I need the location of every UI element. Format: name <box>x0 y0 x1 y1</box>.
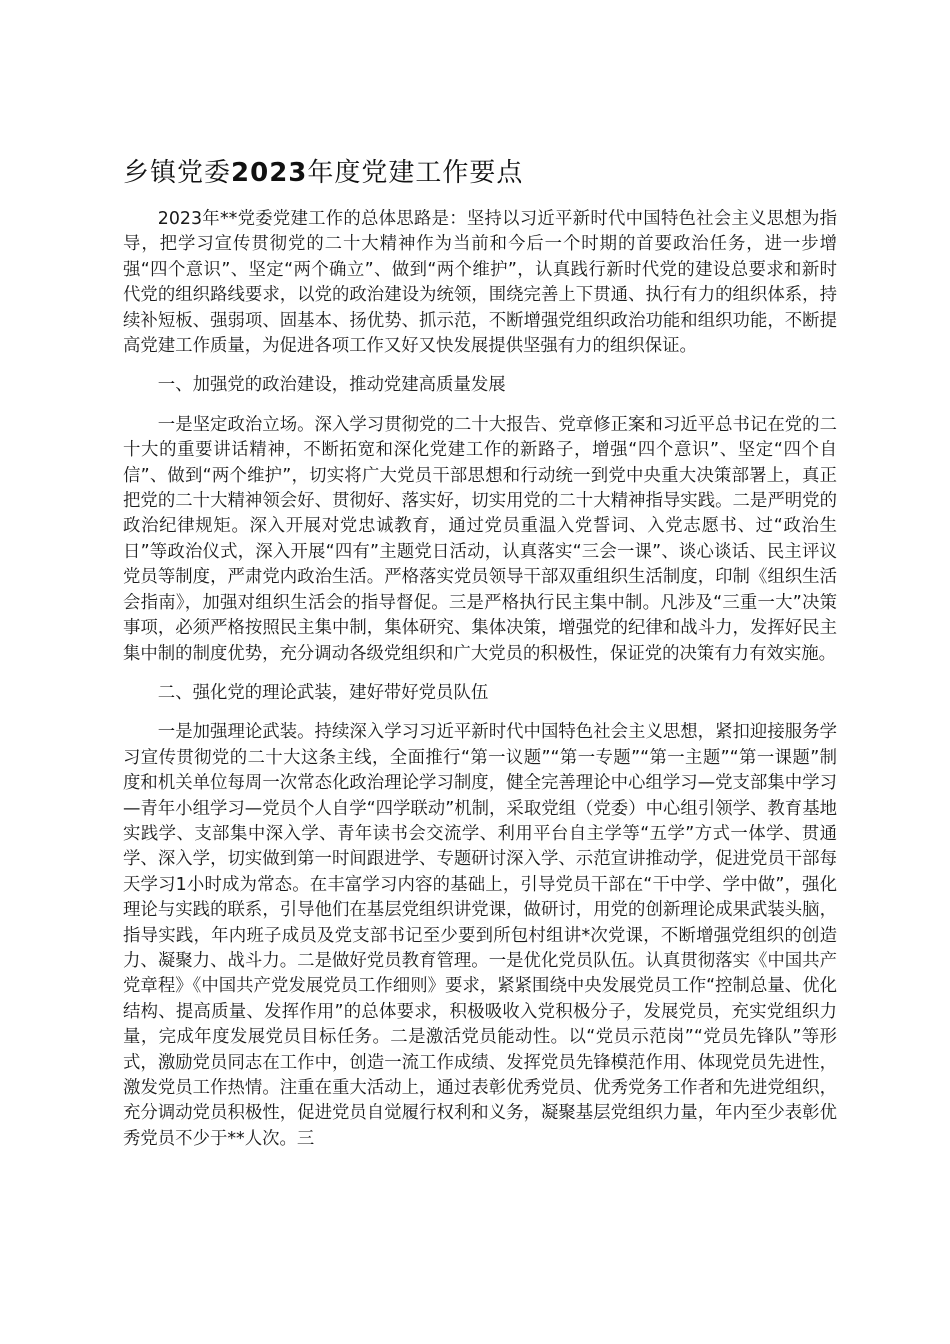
section-body-2: 一是加强理论武装。持续深入学习习近平新时代中国特色社会主义思想，紧扣迎接服务学习宣传贯彻党的二十大这条主线，全面推行“第一议题”“第一专题”“第一主题”“第一课题”制度和机关单位每周一次常态化政治理论学习制度，健全完善理论中心组学习—党支部集中学习—青年小组学习—党员个人自学“四学联动”机制，采取党组（党委）中心组引领学、教育基地实践学、支部集中深入学、青年读书会交流学、利用平台自主学等“五学”方式一体学、贯通学、深入学，切实做到第一时间跟进学、专题研讨深入学、示范宣讲推动学，促进党员干部每天学习1小时成为常态。在丰富学习内容的基础上，引导党员干部在“干中学、学中做”，强化理论与实践的联系，引导他们在基层党组织讲党课，做研讨，用党的创新理论成果武装头脑，指导实践，年内班子成员及党支部书记至少要到所包村组讲*次党课，不断增强党组织的创造力、凝聚力、战斗力。二是做好党员教育管理。一是优化党员队伍。认真贯彻落实《中国共产党章程》《中国共产党发展党员工作细则》要求，紧紧围绕中央发展党员工作“控制总量、优化结构、提高质量、发挥作用”的总体要求，积极吸收入党积极分子，发展党员，充实党组织力量，完成年度发展党员目标任务。二是激活党员能动性。以“党员示范岗”“党员先锋队”等形式，激励党员同志在工作中，创造一流工作成绩、发挥党员先锋模范作用、体现党员先进性，激发党员工作热情。注重在重大活动上，通过表彰优秀党员、优秀党务工作者和先进党组织，充分调动党员积极性，促进党员自觉履行权利和义务，凝聚基层党组织力量，年内至少表彰优秀党员不少于**人次。三 <box>123 722 837 1149</box>
section-heading-1: 一、加强党的政治建设，推动党建高质量发展 <box>157 375 506 396</box>
title-suffix: 年度党建工作要点 <box>307 158 524 188</box>
section-heading-2: 二、强化党的理论武装，建好带好党员队伍 <box>157 682 489 703</box>
title-prefix: 乡镇党委 <box>123 158 232 188</box>
intro-paragraph: 2023年**党委党建工作的总体思路是：坚持以习近平新时代中国特色社会主义思想为指导，把学习宣传贯彻党的二十大精神作为当前和今后一个时期的首要政治任务，进一步增强“四个意识”、坚定“两个确立”、做到“两个维护”，认真践行新时代党的建设总要求和新时代党的组织路线要求，以党的政治建设为统领，围绕完善上下贯通、执行有力的组织体系，持续补短板、强弱项、固基本、扬优势、抓示范，不断增强党组织政治功能和组织功能，不断提高党建工作质量，为促进各项工作又好又快发展提供坚强有力的组织保证。 <box>123 209 837 357</box>
section-body-1: 一是坚定政治立场。深入学习贯彻党的二十大报告、党章修正案和习近平总书记在党的二十大的重要讲话精神，不断拓宽和深化党建工作的新路子，增强“四个意识”、坚定“四个自信”、做到“两个维护”，切实将广大党员干部思想和行动统一到党中央重大决策部署上，真正把党的二十大精神领会好、贯彻好、落实好，切实用党的二十大精神指导实践。二是严明党的政治纪律规矩。深入开展对党忠诚教育，通过党员重温入党誓词、入党志愿书、过“政治生日”等政治仪式，深入开展“四有”主题党日活动，认真落实“三会一课”、谈心谈话、民主评议党员等制度，严肃党内政治生活。严格落实党员领导干部双重组织生活制度，印制《组织生活会指南》，加强对组织生活会的指导督促。三是严格执行民主集中制。凡涉及“三重一大”决策事项，必须严格按照民主集中制，集体研究、集体决策，增强党的纪律和战斗力，发挥好民主集中制的制度优势，充分调动各级党组织和广大党员的积极性，保证党的决策有力有效实施。 <box>123 414 837 664</box>
document-content <box>123 151 837 1152</box>
document-title <box>123 151 837 195</box>
title-year: 2023 <box>231 158 308 188</box>
